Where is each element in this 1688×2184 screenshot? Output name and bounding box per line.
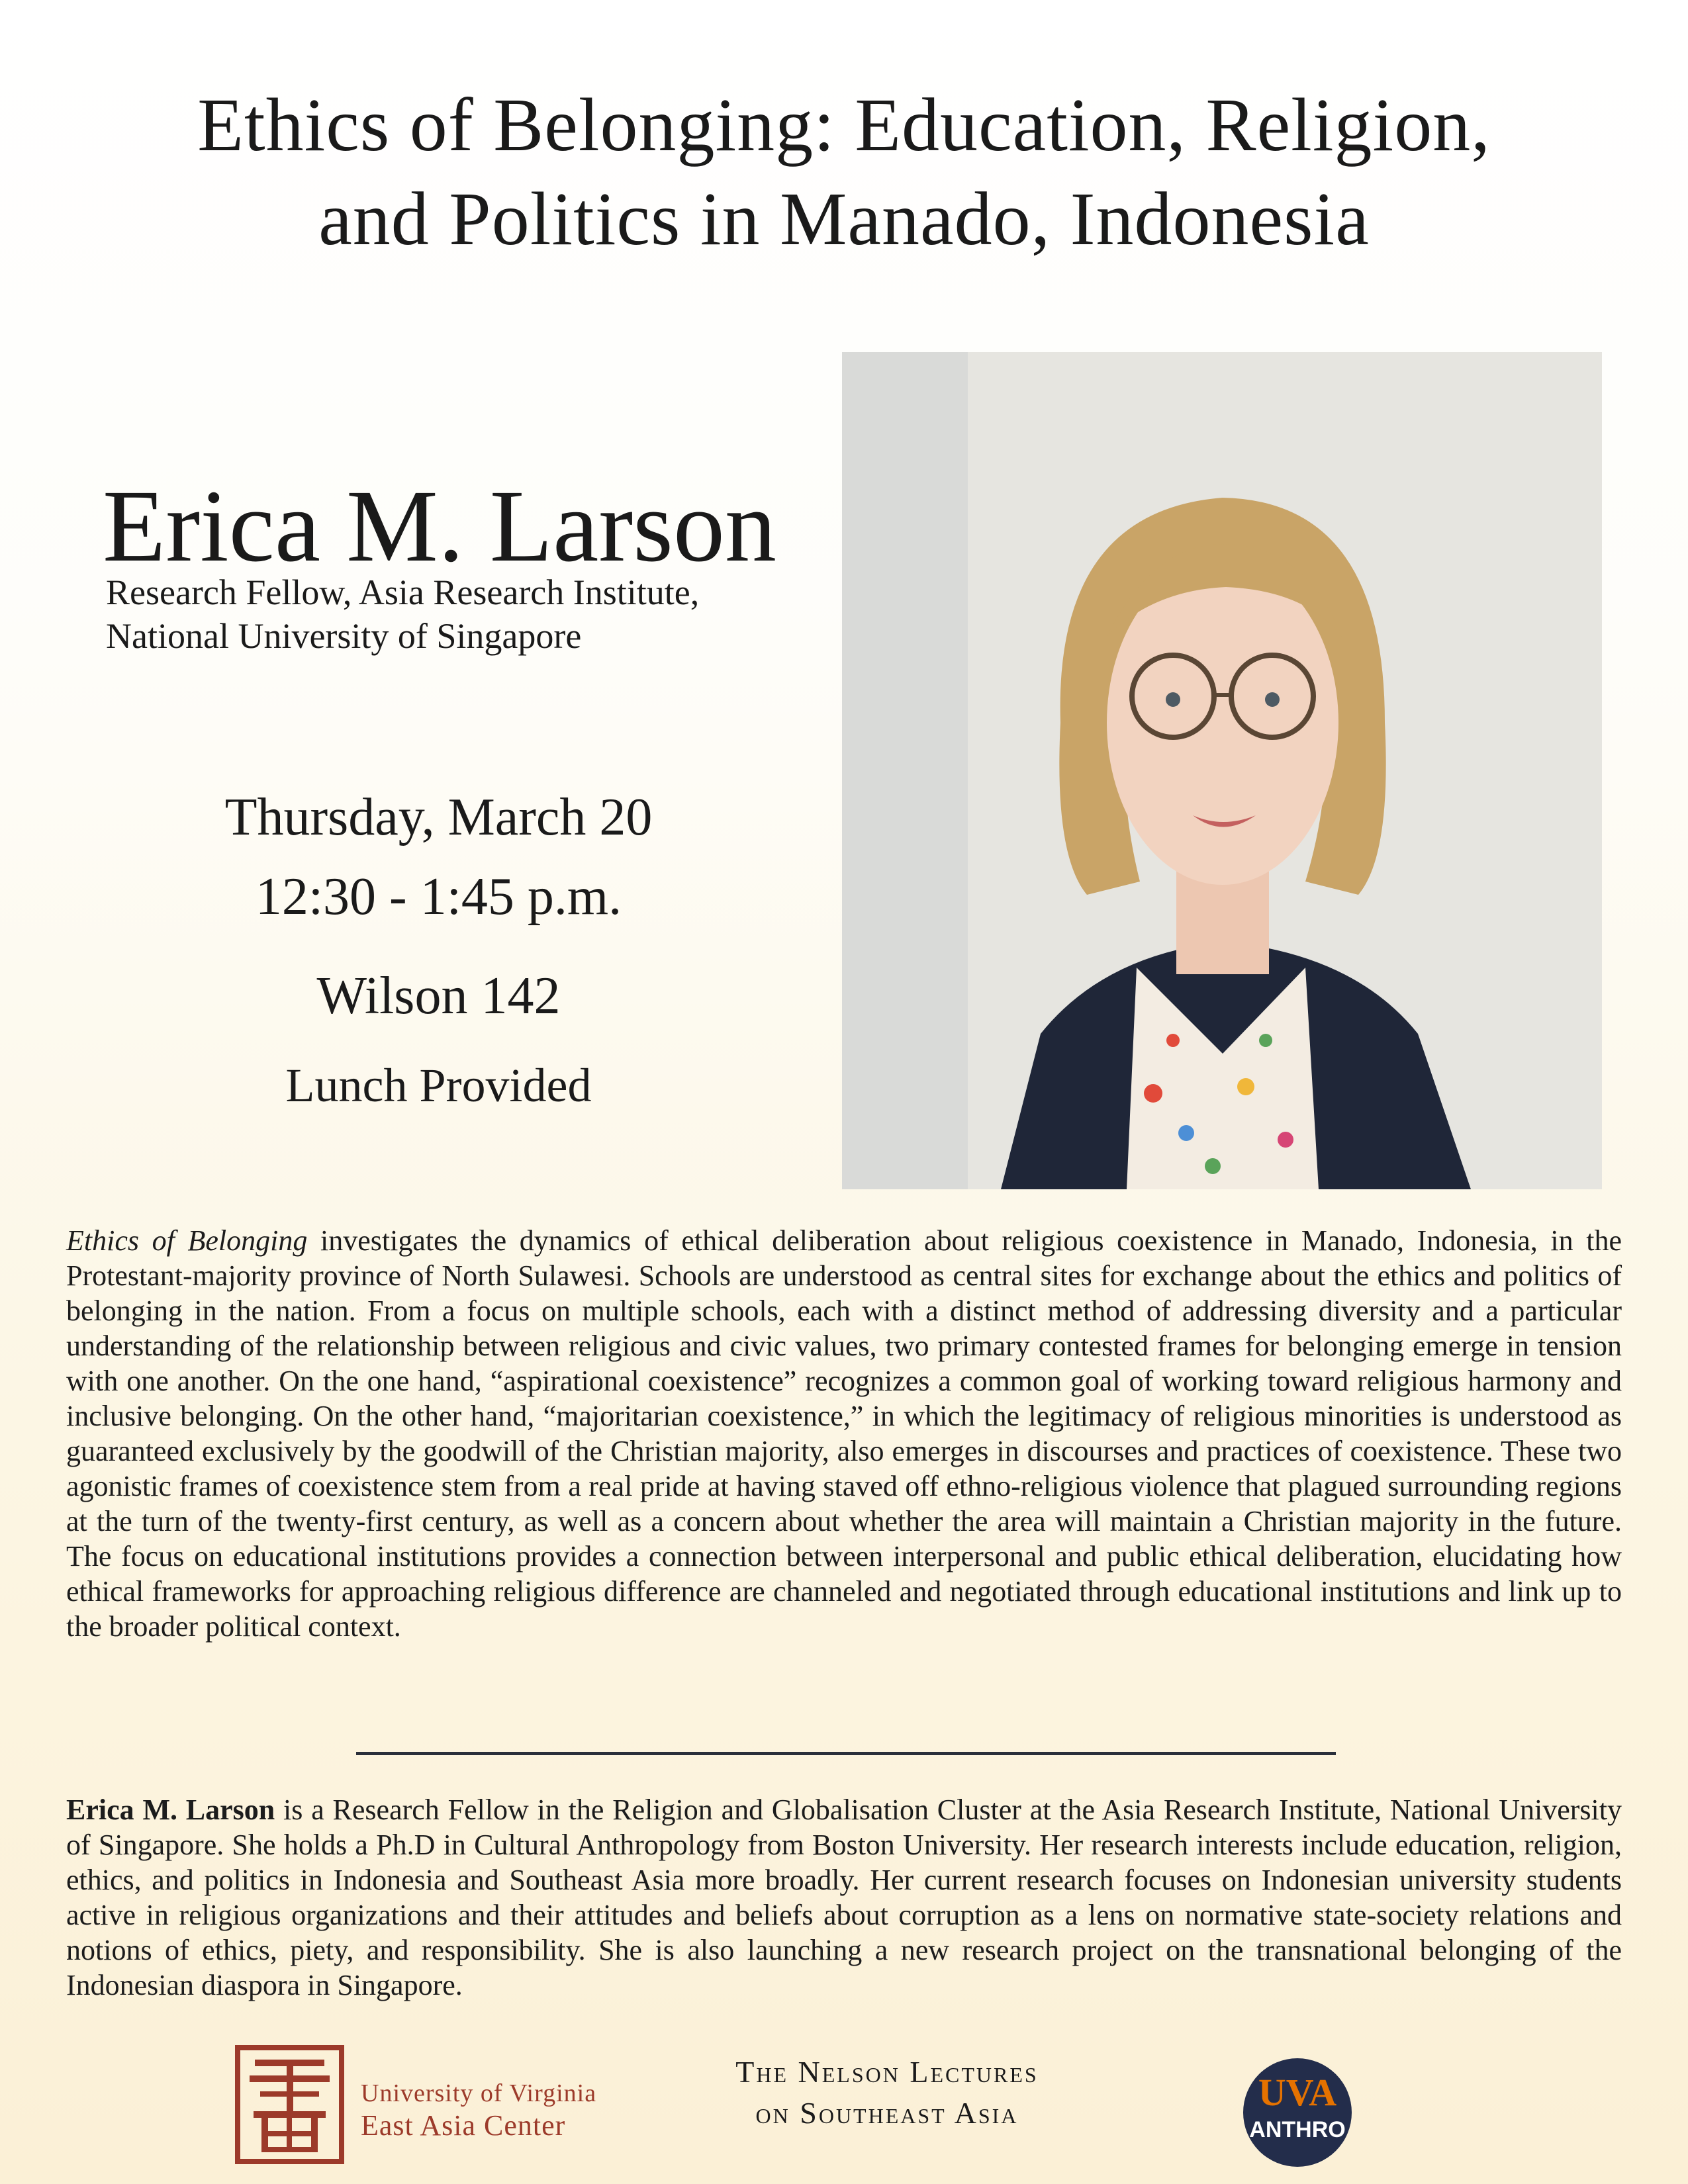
speaker-portrait-icon — [842, 352, 1602, 1189]
uva-anthro-uva-text: UVA — [1258, 2071, 1337, 2114]
east-asia-center-seal-icon — [235, 2045, 344, 2164]
speaker-name: Erica M. Larson — [103, 469, 776, 583]
uva-anthro-anthro-text: ANTHRO — [1249, 2117, 1346, 2142]
nelson-line2: on Southeast Asia — [755, 2096, 1019, 2130]
event-title-line1: Ethics of Belonging: Education, Religion, — [197, 83, 1491, 167]
event-date: Thursday, March 20 — [224, 788, 653, 846]
speaker-affiliation — [106, 570, 699, 658]
lunch-note: Lunch Provided — [285, 1059, 592, 1112]
event-time: 12:30 - 1:45 p.m. — [255, 868, 622, 926]
bio-name: Erica M. Larson — [66, 1794, 275, 1826]
abstract-title: Ethics of Belonging — [66, 1224, 308, 1257]
bio-paragraph — [66, 1792, 1622, 2003]
affiliation-line2: National University of Singapore — [106, 616, 582, 656]
eac-center-name: East Asia Center — [361, 2109, 566, 2142]
eac-university-name: University of Virginia — [361, 2079, 597, 2107]
section-divider — [356, 1752, 1336, 1755]
abstract-body: investigates the dynamics of ethical deliberation about religious coexistence in Manado, Indonesia, in the Protestant-majority province of North Sulawesi. Schools are understood as central sites for exchange about the ethics and politics of belonging in the nation. From a focus on multiple schools, each with a distinct method of addressing diversity and a particular understanding of the relationship between religious and civic values, two primary contested frames for belonging emerge in tension with one another. On the one hand, “aspirational coexistence” recognizes a common goal of working toward religious harmony and inclusive belonging. On the other hand, “majoritarian coexistence,” in which the legitimacy of religious minorities is understood as guaranteed exclusively by the goodwill of the Christian majority, also emerges in discourses and practices of coexistence. These two agonistic frames of coexistence stem from a real pride at having staved off ethno-religious violence that plagued surrounding regions at the turn of the twenty-first century, as well as a concern about whether the area will maintain a Christian majority in the future. The focus on educational institutions provides a connection between interpersonal and public ethical deliberation, elucidating how ethical frameworks for approaching religious difference are channeled and negotiated through educational institutions and link up to the broader political context. — [66, 1224, 1622, 1643]
nelson-line1: The Nelson Lectures — [735, 2055, 1039, 2089]
bio-body: is a Research Fellow in the Religion and Globalisation Cluster at the Asia Research Institute, National University of Singapore. She holds a Ph.D in Cultural Anthropology from Boston University. Her research interests include education, religion, ethics, and politics in Indonesia and Southeast Asia more broadly. Her current research focuses on Indonesian university students active in religious organizations and their attitudes and beliefs about corruption as a lens on normative state-society relations and notions of ethics, piety, and responsibility. She is also launching a new research project on the transnational belonging of the Indonesian diaspora in Singapore. — [66, 1794, 1622, 2001]
affiliation-line1: Research Fellow, Asia Research Institute, — [106, 572, 700, 612]
east-asia-center-text — [361, 2078, 596, 2143]
event-title — [0, 78, 1688, 266]
uva-anthro-logo — [1243, 2058, 1352, 2167]
east-asia-center-logo — [235, 2045, 639, 2164]
nelson-lectures-logo — [702, 2052, 1072, 2134]
abstract-paragraph — [66, 1223, 1622, 1644]
speaker-photo — [842, 352, 1602, 1189]
event-title-line2: and Politics in Manado, Indonesia — [318, 177, 1370, 261]
event-location: Wilson 142 — [316, 967, 561, 1025]
